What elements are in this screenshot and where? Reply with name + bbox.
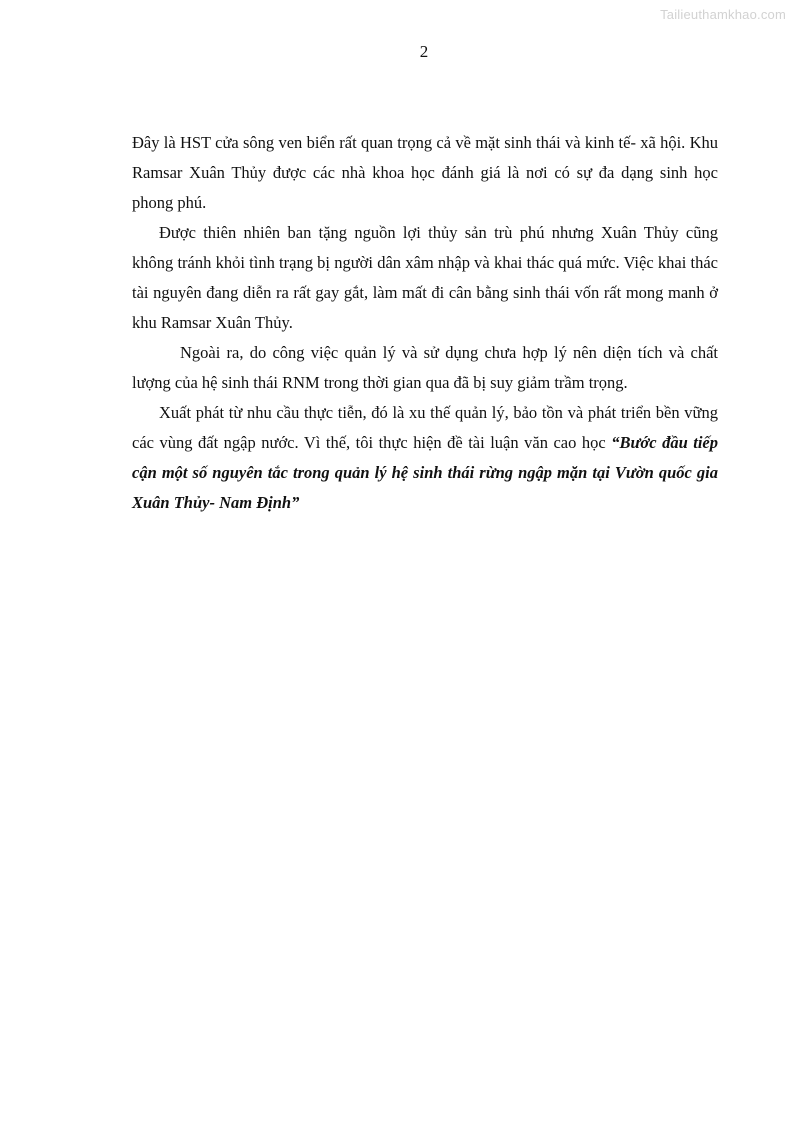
thesis-title: “Bước đầu tiếp cận một số nguyên tắc trong quản lý hệ sinh thái rừng ngập mặn tại Vườn quốc gia Xuân Thủy- Nam Định”	[132, 433, 718, 512]
paragraph-management-decline: Ngoài ra, do công việc quản lý và sử dụng chưa hợp lý nên diện tích và chất lượng của hệ sinh thái RNM trong thời gian qua đã bị suy giảm trầm trọng.	[132, 343, 718, 392]
page-number: 2	[419, 42, 429, 61]
document-body	[132, 128, 718, 518]
paragraph-thesis-topic	[132, 398, 718, 518]
watermark-text: Tailieuthamkhao.com	[660, 7, 786, 22]
paragraph-resource-exploitation: Được thiên nhiên ban tặng nguồn lợi thủy sản trù phú nhưng Xuân Thủy cũng không tránh khỏi tình trạng bị người dân xâm nhập và khai thác quá mức. Việc khai thác tài nguyên đang diễn ra rất gay gắt, làm mất đi cân bằng sinh thái vốn rất mong manh ở khu Ramsar Xuân Thủy.	[132, 223, 718, 332]
thesis-topic-lead-text: Xuất phát từ nhu cầu thực tiễn, đó là xu thế quản lý, bảo tồn và phát triển bền vững các vùng đất ngập nước. Vì thế, tôi thực hiện đề tài luận văn cao học	[132, 403, 718, 452]
paragraph-hst-intro: Đây là HST cửa sông ven biển rất quan trọng cả về mặt sinh thái và kinh tế- xã hội. Khu Ramsar Xuân Thủy được các nhà khoa học đánh giá là nơi có sự đa dạng sinh học phong phú.	[132, 133, 718, 212]
